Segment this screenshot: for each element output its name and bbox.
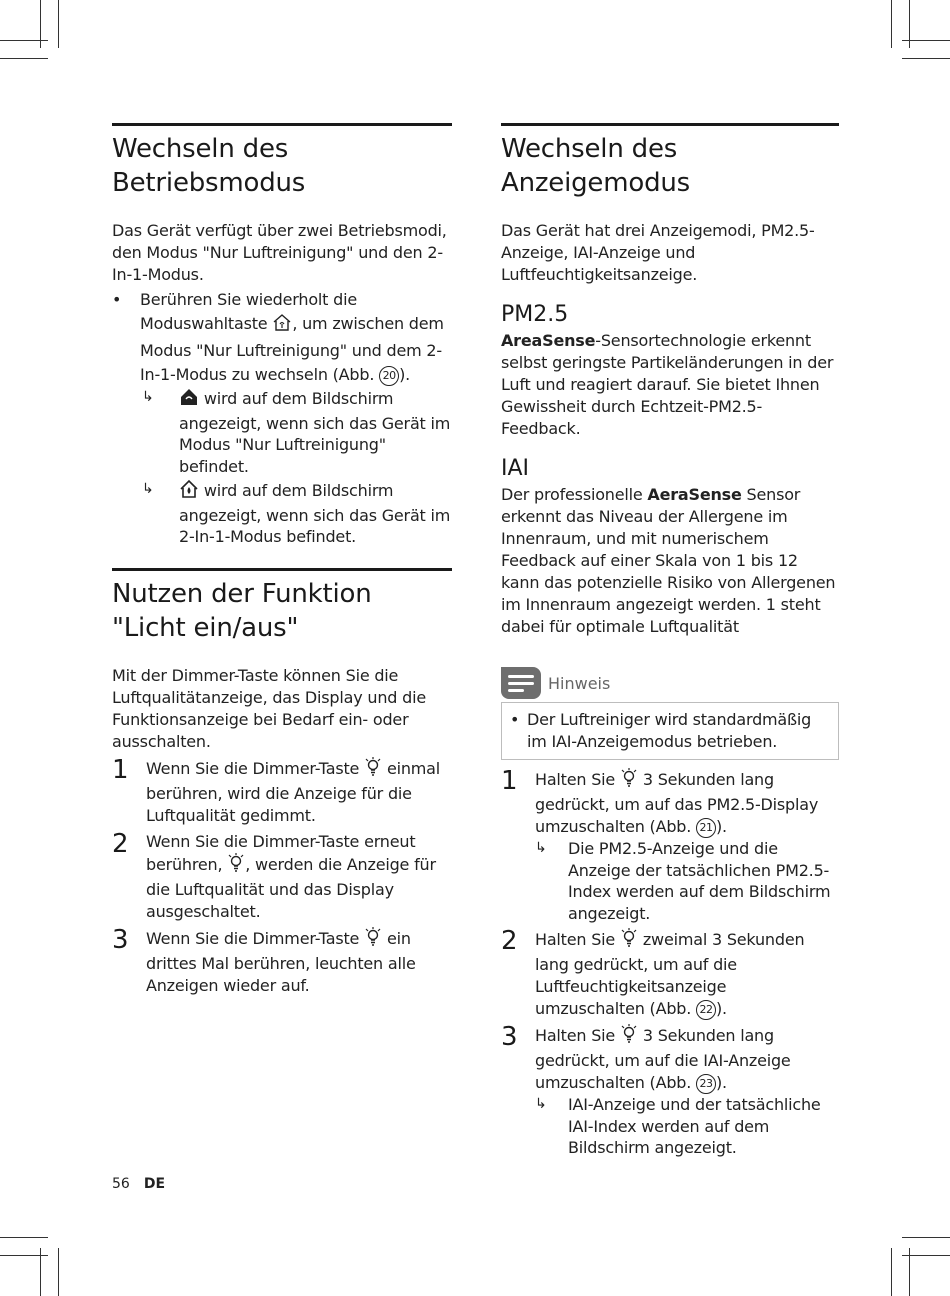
step-item: 2 Halten Sie zweimal 3 Sekunden lang gedrückt, um auf die Luftfeuchtigkeitsanzeige umzuschalten (Abb. 22 ). xyxy=(501,926,805,1018)
home-humidify-icon xyxy=(179,479,199,505)
crop-mark xyxy=(891,1248,892,1296)
figure-ref: 21 xyxy=(696,818,716,838)
iai-text: Der professionelle AeraSense Sensor erkennt das Niveau der Allergene im Innenraum, und mit numerischem Feedback auf einer Skala von 1 bis 12 kann das potenzielle Risiko von Allergenen im Innenraum angezeigt werden. 1 steht dabei für optimale Luftqualität xyxy=(501,485,836,636)
crop-mark xyxy=(902,1237,950,1238)
bullet-item: • Berühren Sie wiederholt die Moduswahltaste , um zwischen dem Modus "Nur Luftreinigung" und dem 2-In-1-Modus zu wechseln (Abb. 20 ). xyxy=(112,288,452,387)
section-title-licht: Nutzen der Funktion "Licht ein/aus" xyxy=(112,578,372,643)
figure-ref: 20 xyxy=(379,366,399,386)
bullet-dot: • xyxy=(510,710,520,729)
crop-mark xyxy=(58,1248,59,1296)
light-bulb-icon xyxy=(620,768,638,794)
figure-ref: 23 xyxy=(696,1074,716,1094)
betriebsmodus-intro: Das Gerät verfügt über zwei Betriebsmodi, den Modus "Nur Luftreinigung" und den 2-In-1-Modus. xyxy=(112,221,447,284)
right-column xyxy=(501,123,839,1159)
result-item: ↳ Die PM2.5-Anzeige und die Anzeige der tatsächlichen PM2.5-Index werden auf dem Bildschirm angezeigt. xyxy=(535,839,831,923)
crop-mark xyxy=(909,1248,910,1296)
pm25-text: AreaSense-Sensortechnologie erkennt selbst geringste Partikeländerungen in der Luft und reagiert darauf. Sie bietet Ihnen Gewissheit durch Echtzeit-PM2.5-Feedback. xyxy=(501,331,834,438)
note-label: Hinweis xyxy=(548,673,611,693)
left-column xyxy=(112,123,452,997)
crop-mark xyxy=(0,1237,48,1238)
licht-intro: Mit der Dimmer-Taste können Sie die Luftqualitätanzeige, das Display und die Funktionsanzeige bei Bedarf ein- oder ausschalten. xyxy=(112,665,426,751)
arrow-result-icon: ↳ xyxy=(535,1096,547,1112)
language-code: DE xyxy=(143,1176,166,1192)
section-title-anzeigemodus: Wechseln des Anzeigemodus xyxy=(501,134,690,198)
light-bulb-icon xyxy=(364,927,382,953)
section-title-betriebsmodus: Wechseln des Betriebsmodus xyxy=(112,134,306,198)
step-item: 1 Halten Sie 3 Sekunden lang gedrückt, um auf das PM2.5-Display umzuschalten (Abb. 21 ). xyxy=(501,766,819,836)
arrow-result-icon: ↳ xyxy=(142,481,154,497)
note-icon xyxy=(501,667,541,699)
note-text: Der Luftreiniger wird standardmäßig im IAI-Anzeigemodus betrieben. xyxy=(527,710,812,751)
section-rule xyxy=(501,123,839,126)
result-item: ↳ wird auf dem Bildschirm angezeigt, wenn sich das Gerät im 2-In-1-Modus befindet. xyxy=(142,481,451,546)
light-bulb-icon xyxy=(620,1024,638,1050)
iai-heading: IAI xyxy=(501,456,530,481)
arrow-result-icon: ↳ xyxy=(535,840,547,856)
crop-mark xyxy=(902,58,950,59)
pm25-heading: PM2.5 xyxy=(501,302,569,327)
figure-ref: 22 xyxy=(696,1000,716,1020)
page-footer xyxy=(112,1176,165,1192)
crop-mark xyxy=(40,0,41,48)
result-item: ↳ IAI-Anzeige und der tatsächliche IAI-Index werden auf dem Bildschirm angezeigt. xyxy=(535,1095,821,1157)
crop-mark xyxy=(891,0,892,48)
section-rule xyxy=(112,568,452,571)
light-bulb-icon xyxy=(227,853,245,879)
step-item: 2 Wenn Sie die Dimmer-Taste erneut berühren, , werden die Anzeige für die Luftqualität und das Display ausgeschaltet. xyxy=(112,828,436,921)
mode-button-icon xyxy=(272,312,292,339)
note-box xyxy=(501,702,839,760)
section-rule xyxy=(112,123,452,126)
crop-mark xyxy=(40,1248,41,1296)
result-item: ↳ wird auf dem Bildschirm angezeigt, wenn sich das Gerät im Modus "Nur Luftreinigung" befindet. xyxy=(142,389,451,476)
home-purify-icon xyxy=(179,387,199,413)
light-bulb-icon xyxy=(364,757,382,783)
crop-mark xyxy=(58,0,59,48)
bullet-dot: • xyxy=(112,290,122,309)
crop-mark xyxy=(909,0,910,48)
note-header xyxy=(501,666,839,700)
crop-mark xyxy=(0,58,48,59)
step-item: 1 Wenn Sie die Dimmer-Taste einmal berühren, wird die Anzeige für die Luftqualität gedimmt. xyxy=(112,754,441,825)
anzeigemodus-intro: Das Gerät hat drei Anzeigemodi, PM2.5-Anzeige, IAI-Anzeige und Luftfeuchtigkeitsanzeige. xyxy=(501,221,815,284)
arrow-result-icon: ↳ xyxy=(142,389,154,405)
page-number: 56 xyxy=(112,1176,130,1192)
step-item: 3 Wenn Sie die Dimmer-Taste ein drittes Mal berühren, leuchten alle Anzeigen wieder auf. xyxy=(112,924,416,995)
step-item: 3 Halten Sie 3 Sekunden lang gedrückt, um auf die IAI-Anzeige umzuschalten (Abb. 23 ). xyxy=(501,1022,791,1092)
light-bulb-icon xyxy=(620,928,638,954)
